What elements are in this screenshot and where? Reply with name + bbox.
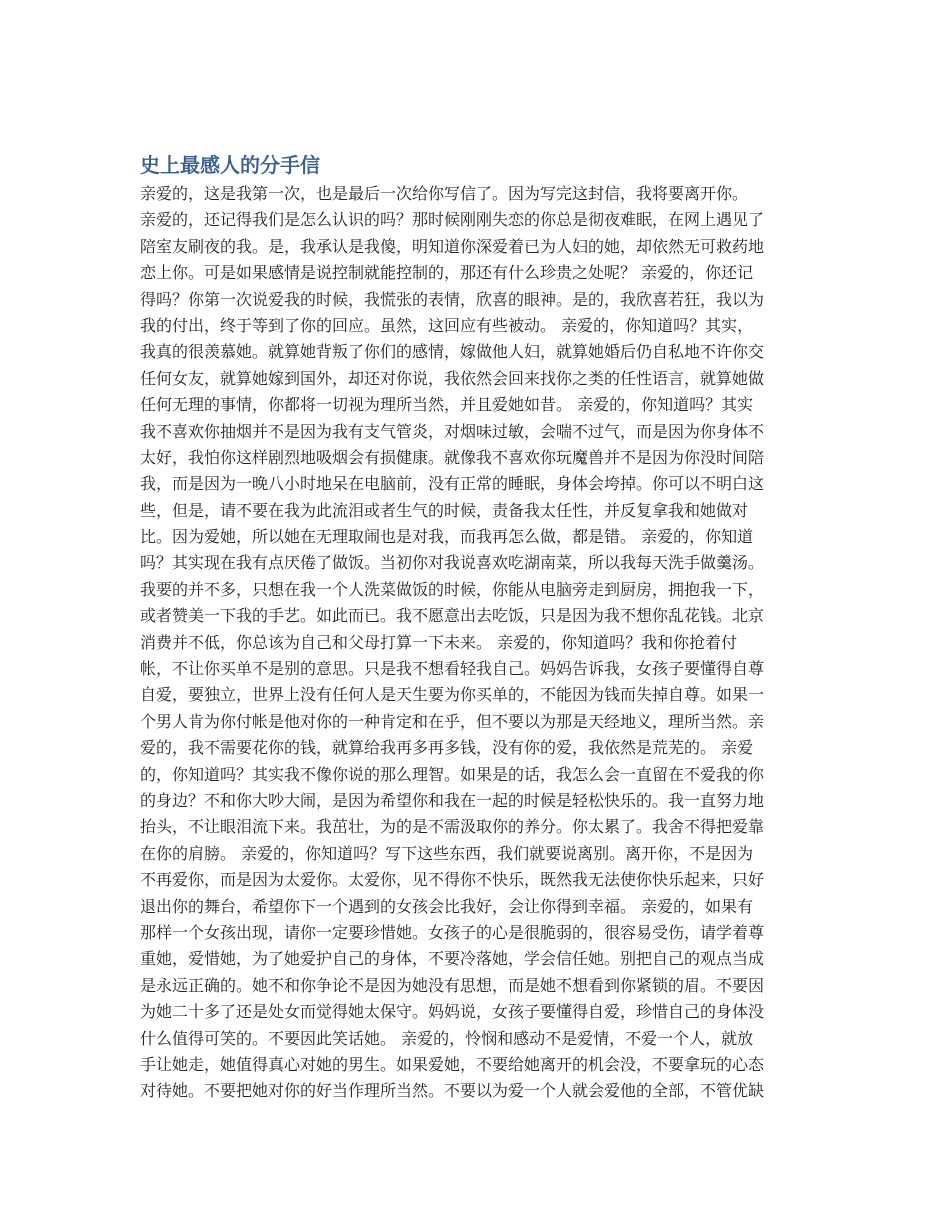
body-line: 的，你知道吗？其实我不像你说的那么理智。如果是的话，我怎么会一直留在不爱我的你: [140, 764, 765, 784]
body-line: 对待她。不要把她对你的好当作理所当然。不要以为爱一个人就会爱他的全部，不管优缺: [140, 1081, 765, 1101]
body-line: 我真的很羡慕她。就算她背叛了你们的感情，嫁做他人妇，就算她婚后仍自私地不许你交: [140, 342, 765, 362]
body-line: 得吗？你第一次说爱我的时候，我慌张的表情，欣喜的眼神。是的，我欣喜若狂，我以为: [140, 289, 765, 309]
body-line: 帐，不让你买单不是别的意思。只是我不想看轻我自己。妈妈告诉我，女孩子要懂得自尊: [140, 659, 765, 679]
body-line: 爱的，我不需要花你的钱，就算给我再多再多钱，没有你的爱，我依然是荒芜的。 亲爱: [140, 738, 754, 758]
document-body: [140, 181, 812, 1105]
body-line: 我不喜欢你抽烟并不是因为我有支气管炎，对烟味过敏，会喘不过气，而是因为你身体不: [140, 421, 765, 441]
body-line: 些，但是，请不要在我为此流泪或者生气的时候，责备我太任性，并反复拿我和她做对: [140, 500, 749, 520]
body-line: 那样一个女孩出现，请你一定要珍惜她。女孩子的心是很脆弱的，很容易受伤，请学着尊: [140, 922, 765, 942]
body-line: 重她，爱惜她，为了她爱护自己的身体，不要冷落她，学会信任她。别把自己的观点当成: [140, 949, 765, 969]
body-line: 太好，我怕你这样剧烈地吸烟会有损健康。就像我不喜欢你玩魔兽并不是因为你没时间陪: [140, 447, 765, 467]
body-line: 为她二十多了还是处女而觉得她太保守。妈妈说，女孩子要懂得自爱，珍惜自己的身体没: [140, 1002, 765, 1022]
body-line: 陪室友刷夜的我。是，我承认是我傻，明知道你深爱着已为人妇的她，却依然无可救药地: [140, 236, 765, 256]
body-line: 什么值得可笑的。不要因此笑话她。 亲爱的，怜悯和感动不是爱情，不爱一个人，就放: [140, 1028, 754, 1048]
body-line: 比。因为爱她，所以她在无理取闹也是对我，而我再怎么做，都是错。 亲爱的，你知道: [140, 527, 754, 547]
body-line: 任何无理的事情，你都将一切视为理所当然，并且爱她如昔。 亲爱的，你知道吗？其实: [140, 395, 754, 415]
body-line: 亲爱的，这是我第一次，也是最后一次给你写信了。因为写完这封信，我将要离开你。: [140, 184, 749, 203]
body-line: 我要的并不多，只想在我一个人洗菜做饭的时候，你能从电脑旁走到厨房，拥抱我一下，: [140, 579, 765, 599]
body-line: 在你的肩膀。 亲爱的，你知道吗？写下这些东西，我们就要说离别。离开你，不是因为: [140, 843, 754, 863]
body-line: 是永远正确的。她不和你争论不是因为她没有思想，而是她不想看到你紧锁的眉。不要因: [140, 975, 765, 995]
body-line: 我的付出，终于等到了你的回应。虽然，这回应有些被动。 亲爱的，你知道吗？其实，: [140, 315, 754, 335]
body-line: 消费并不低，你总该为自己和父母打算一下未来。 亲爱的，你知道吗？我和你抢着付: [140, 632, 738, 652]
body-line: 个男人肯为你付帐是他对你的一种肯定和在乎，但不要以为那是天经地义，理所当然。亲: [140, 711, 765, 731]
body-line: 亲爱的，还记得我们是怎么认识的吗？那时候刚刚失恋的你总是彻夜难眠，在网上遇见了: [140, 210, 765, 230]
body-line: 退出你的舞台，希望你下一个遇到的女孩会比我好，会让你得到幸福。 亲爱的，如果有: [140, 896, 754, 916]
body-line: 抬头，不让眼泪流下来。我茁壮，为的是不需汲取你的养分。你太累了。我舍不得把爱靠: [140, 817, 765, 837]
body-line: 自爱，要独立，世界上没有任何人是天生要为你买单的，不能因为钱而失掉自尊。如果一: [140, 685, 765, 705]
body-line: 手让她走，她值得真心对她的男生。如果爱她，不要给她离开的机会没，不要拿玩的心态: [140, 1054, 765, 1074]
document-title: 史上最感人的分手信: [140, 153, 320, 177]
body-line: 的身边？不和你大吵大闹，是因为希望你和我在一起的时候是轻松快乐的。我一直努力地: [140, 790, 765, 810]
body-line: 不再爱你，而是因为太爱你。太爱你，见不得你不快乐，既然我无法使你快乐起来，只好: [140, 870, 765, 890]
body-line: 或者赞美一下我的手艺。如此而已。我不愿意出去吃饭，只是因为我不想你乱花钱。北京: [140, 606, 765, 626]
body-line: 恋上你。可是如果感情是说控制就能控制的，那还有什么珍贵之处呢？ 亲爱的，你还记: [140, 263, 754, 283]
body-line: 我，而是因为一晚八小时地呆在电脑前，没有正常的睡眠，身体会垮掉。你可以不明白这: [140, 474, 765, 494]
body-line: 任何女友，就算她嫁到国外，却还对你说，我依然会回来找你之类的任性语言，就算她做: [140, 368, 765, 388]
body-line: 吗？其实现在我有点厌倦了做饭。当初你对我说喜欢吃湖南菜，所以我每天洗手做羹汤。: [140, 553, 765, 573]
